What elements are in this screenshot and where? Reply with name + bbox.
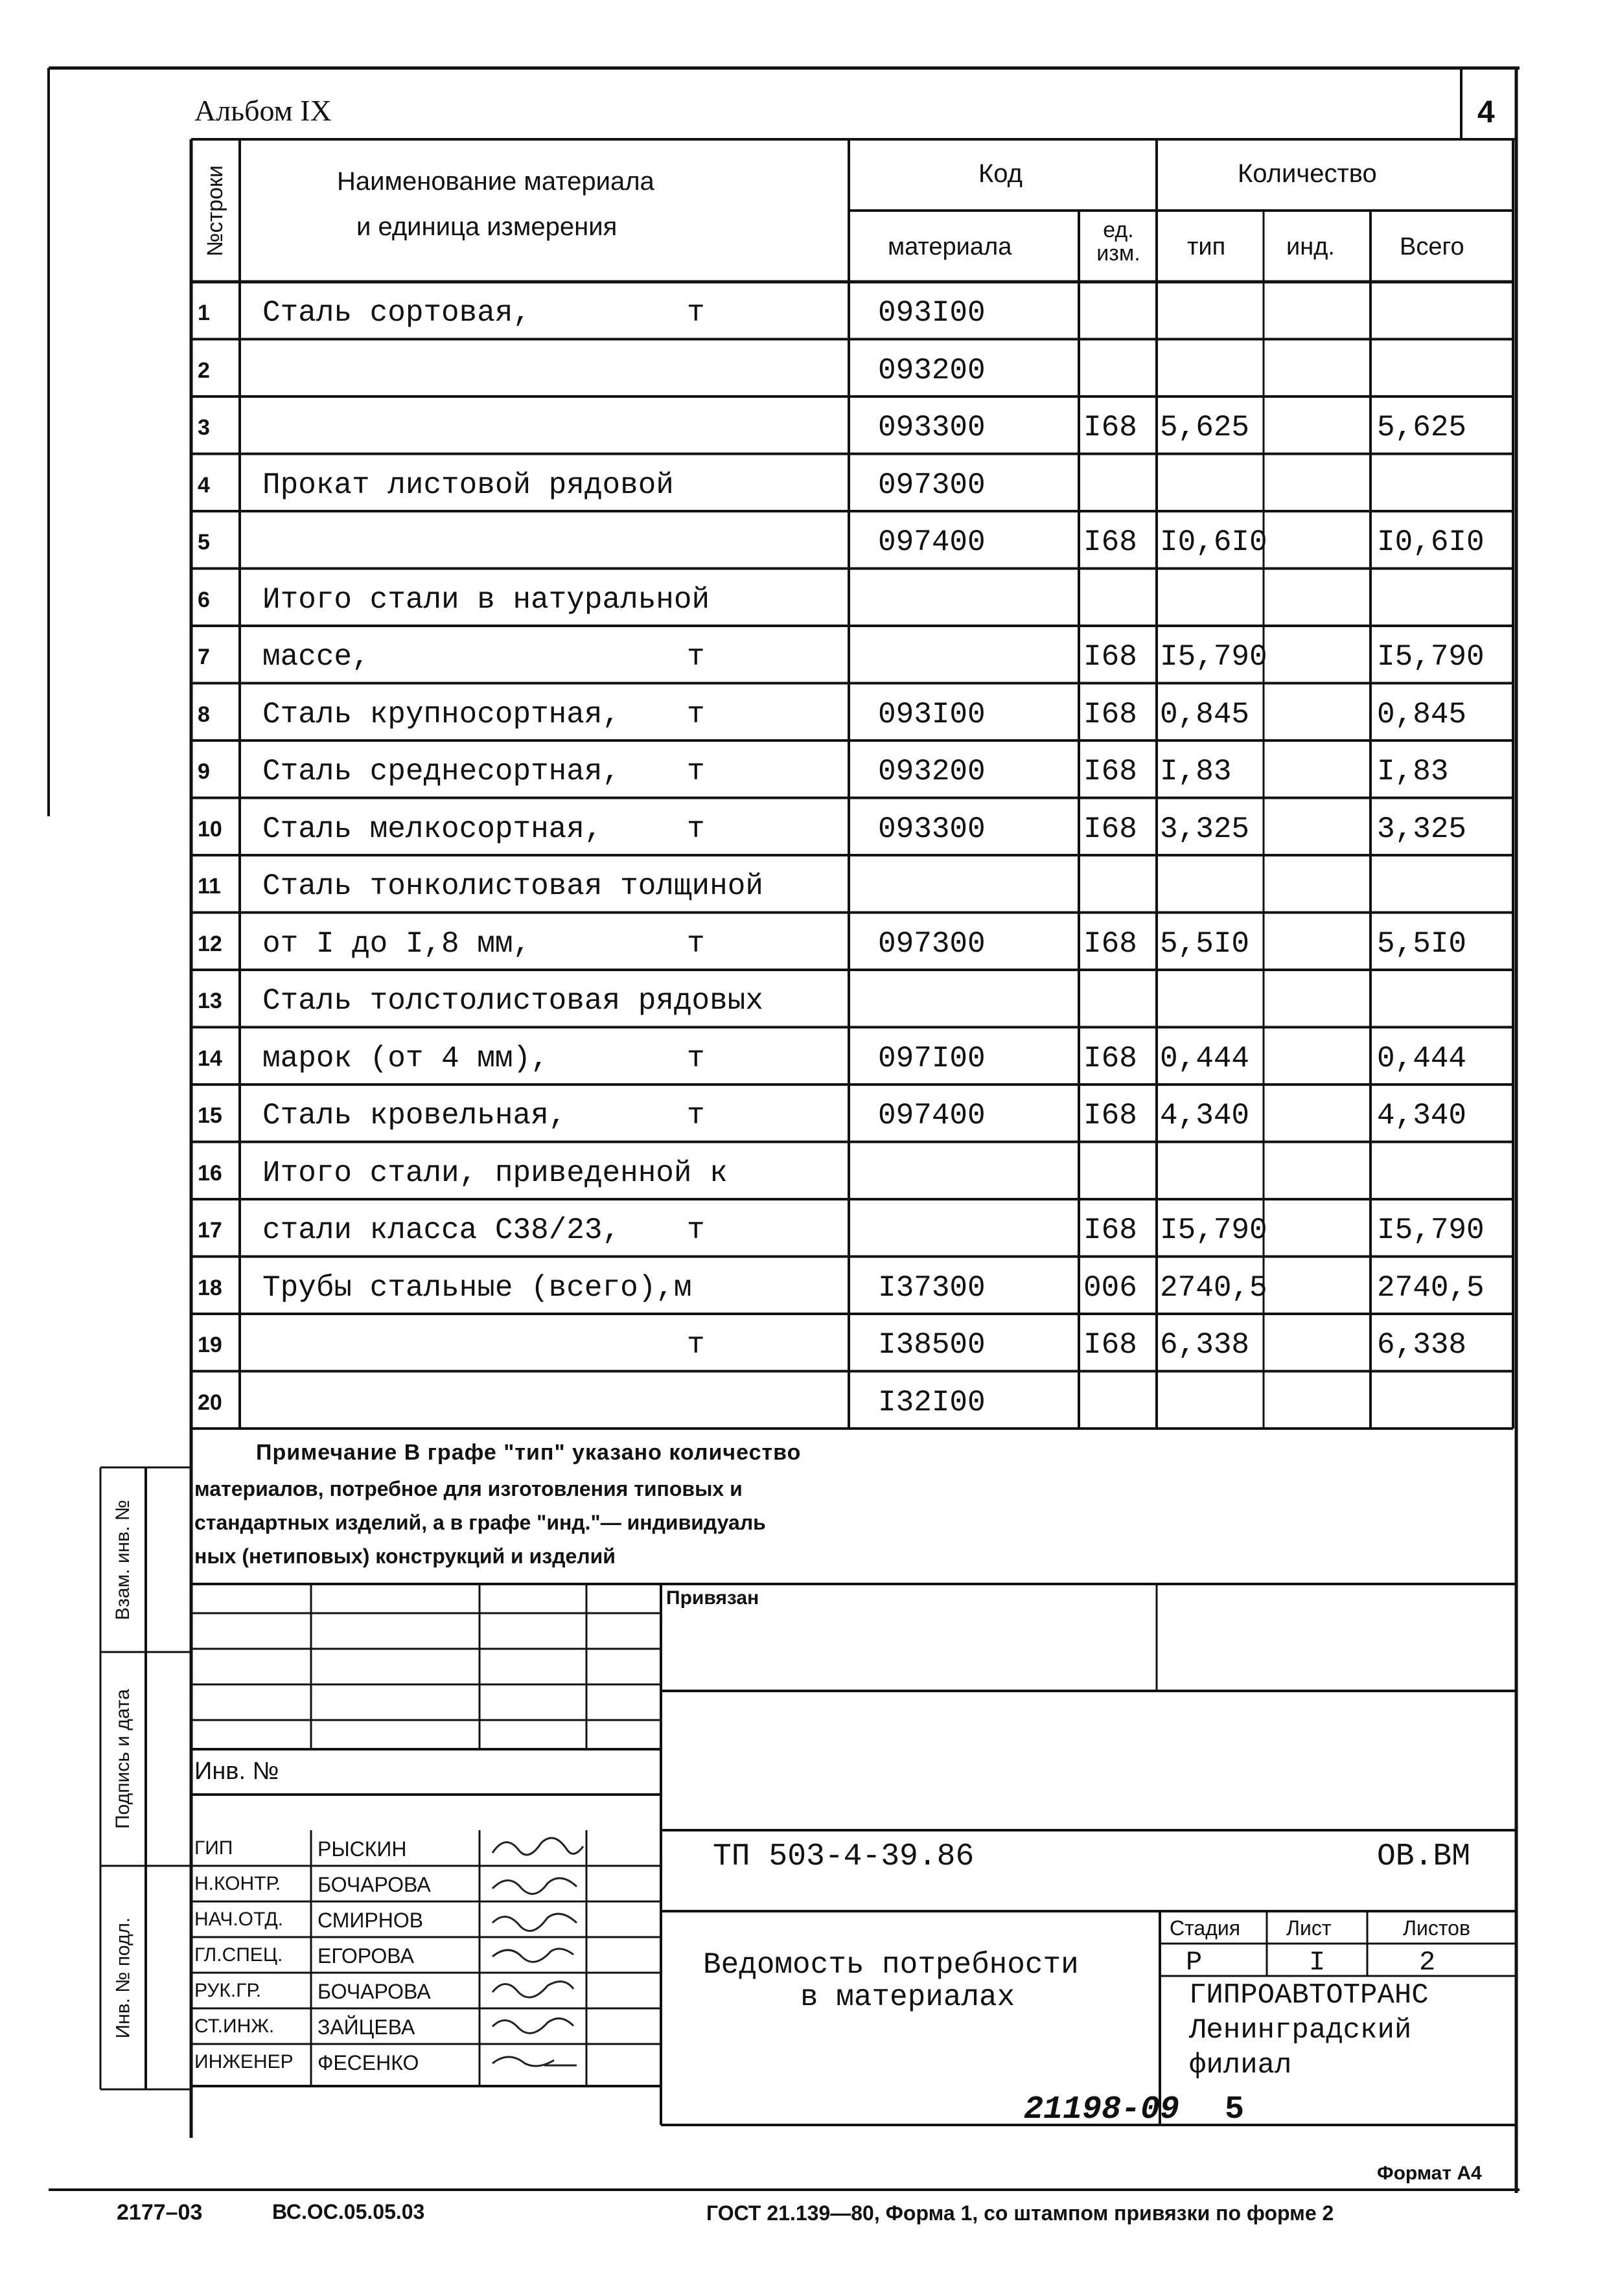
cell-uom: I68 [1083,812,1137,846]
stamp-person-role: ГЛ.СПЕЦ. [194,1944,283,1966]
cell-name: Сталь мелкосортная, [262,812,603,846]
cell-unit: т [687,755,705,789]
cell-unit: т [687,296,705,330]
cell-typ: I,83 [1160,755,1232,789]
cell-unit: т [687,812,705,846]
cell-n: 5 [198,530,210,555]
note-line-3: стандартных изделий, а в графе "инд."— индивидуаль [194,1511,766,1534]
cell-name: от I до I,8 мм, [262,926,531,961]
cell-n: 10 [198,816,222,842]
cell-uom: I68 [1083,1099,1137,1133]
cell-name: Прокат листовой рядовой [262,468,674,502]
cell-name: Итого стали, приведенной к [262,1156,728,1190]
cell-n: 12 [198,931,222,956]
margin-podpis: Подпись и дата [112,1689,133,1829]
cell-code: 093I00 [878,296,986,330]
stamp-title-line-2: в материалах [800,1980,1015,2014]
cell-total: 6,338 [1377,1328,1467,1362]
column-header-name: Наименование материала [337,167,654,196]
footer-format: Формат А4 [1377,2163,1482,2184]
margin-inv-podl: Инв. № подл. [112,1917,133,2038]
stamp-person-role: НАЧ.ОТД. [194,1909,283,1930]
stamp-doc-code: ТП 503-4-39.86 [713,1839,975,1874]
cell-typ: I5,790 [1160,1213,1267,1248]
cell-name: Сталь среднесортная, [262,755,621,789]
cell-n: 18 [198,1275,222,1300]
stamp-sheets-value: 2 [1419,1947,1436,1978]
cell-name: Сталь крупносортная, [262,697,621,731]
cell-n: 19 [198,1333,222,1358]
cell-code: I32I00 [878,1385,986,1419]
column-header-ind: инд. [1286,233,1335,260]
cell-code: 093200 [878,353,986,387]
margin-vzam: Взам. инв. № [112,1499,134,1620]
cell-code: 097400 [878,525,986,560]
stamp-inv-no: Инв. № [194,1758,279,1785]
cell-name: Сталь сортовая, [262,296,531,330]
cell-n: 8 [198,702,210,727]
cell-total: 5,5I0 [1377,926,1467,961]
stamp-person-name: СМИРНОВ [318,1909,424,1932]
cell-total: 0,444 [1377,1041,1467,1075]
note-line-2: материалов, потребное для изготовления типовых и [194,1477,743,1500]
cell-code: 093300 [878,812,986,846]
cell-n: 14 [198,1046,222,1071]
stamp-person-role: ИНЖЕНЕР [194,2051,294,2072]
stamp-person-name: ЕГОРОВА [318,1944,414,1968]
handwritten-page: 5 [1225,2091,1245,2128]
cell-code: 097I00 [878,1041,986,1075]
cell-total: I,83 [1377,755,1449,789]
cell-total: 0,845 [1377,697,1467,731]
cell-code: 097300 [878,468,986,502]
cell-n: 16 [198,1160,222,1186]
stamp-sheet-value: I [1309,1947,1326,1978]
column-header-name-unit: и единица измерения [356,212,618,241]
signatures [492,1838,583,2066]
stamp-person-name: БОЧАРОВА [318,1873,431,1896]
column-header-code-material: материала [888,233,1012,260]
cell-uom: I68 [1083,411,1137,445]
cell-name: Сталь тонколистовая толщиной [262,869,763,904]
note-line-1: Примечание В графе "тип" указано количество [256,1440,802,1465]
stamp-sheet-label: Лист [1286,1916,1332,1940]
cell-n: 20 [198,1390,222,1415]
cell-typ: 4,340 [1160,1099,1250,1133]
column-header-quantity: Количество [1238,159,1377,188]
stamp-org-line-3: филиал [1189,2049,1292,2082]
cell-name: Сталь кровельная, [262,1099,567,1133]
cell-n: 7 [198,645,210,670]
note-line-4: ных (нетиповых) конструкций и изделий [194,1544,616,1568]
cell-typ: 0,845 [1160,697,1250,731]
cell-total: 4,340 [1377,1099,1467,1133]
cell-n: 13 [198,989,222,1014]
footer-left-2: ВС.ОС.05.05.03 [272,2200,425,2223]
cell-uom: I68 [1083,1041,1137,1075]
stamp-privyazan: Привязан [666,1587,759,1609]
cell-code: 093I00 [878,697,986,731]
cell-uom: I68 [1083,1213,1137,1248]
cell-typ: I5,790 [1160,640,1267,674]
cell-unit: т [687,1213,705,1248]
cell-total: 2740,5 [1377,1270,1485,1305]
cell-n: 2 [198,358,210,383]
stamp-title-line-1: Ведомость потребности [703,1948,1079,1982]
stamp-stage-value: Р [1186,1947,1203,1978]
cell-total: I0,6I0 [1377,525,1485,560]
cell-code: 093300 [878,411,986,445]
cell-uom: I68 [1083,525,1137,560]
stamp-org-line-2: Ленинградский [1189,2014,1412,2047]
cell-n: 17 [198,1218,222,1243]
cell-unit: т [687,1099,705,1133]
cell-n: 4 [198,472,210,498]
stamp-person-role: РУК.ГР. [194,1980,262,2001]
stamp-person-name: БОЧАРОВА [318,1980,431,2003]
cell-code: 093200 [878,755,986,789]
cell-typ: 0,444 [1160,1041,1250,1075]
cell-code: 097400 [878,1099,986,1133]
stamp-stage-label: Стадия [1170,1916,1241,1940]
stamp-person-name: РЫСКИН [318,1837,407,1861]
cell-total: 5,625 [1377,411,1467,445]
cell-typ: 6,338 [1160,1328,1250,1362]
cell-typ: 2740,5 [1160,1270,1267,1305]
stamp-doc-mark: ОВ.ВМ [1377,1839,1471,1874]
cell-typ: I0,6I0 [1160,525,1267,560]
cell-uom: I68 [1083,755,1137,789]
footer-left-1: 2177–03 [117,2200,203,2225]
cell-name: Трубы стальные (всего),м [262,1270,692,1305]
cell-uom: I68 [1083,640,1137,674]
column-header-code-unit: ед. изм. [1096,218,1140,266]
cell-code: I37300 [878,1270,986,1305]
cell-unit: т [687,640,705,674]
cell-name: Итого стали в натуральной [262,582,710,617]
stamp-person-name: ФЕСЕНКО [318,2051,419,2074]
handwritten-number: 21198-09 [1024,2091,1180,2128]
stamp-org-line-1: ГИПРОАВТОТРАНС [1189,1979,1429,2012]
column-header-type: тип [1187,233,1226,260]
stamp-sheets-label: Листов [1403,1916,1470,1940]
cell-name: массе, [262,640,370,674]
cell-n: 9 [198,759,210,785]
cell-typ: 5,5I0 [1160,926,1250,961]
column-header-row-no: №строки [203,165,228,257]
cell-unit: т [687,1328,705,1362]
stamp-person-name: ЗАЙЦЕВА [318,2015,415,2039]
column-header-code: Код [978,159,1023,188]
column-header-total: Всего [1400,233,1464,260]
cell-uom: I68 [1083,697,1137,731]
cell-total: I5,790 [1377,640,1485,674]
cell-typ: 3,325 [1160,812,1250,846]
cell-name: марок (от 4 мм), [262,1041,549,1075]
cell-unit: т [687,926,705,961]
cell-unit: т [687,697,705,731]
cell-code: 097300 [878,926,986,961]
cell-name: стали класса С38/23, [262,1213,621,1248]
cell-n: 6 [198,587,210,612]
cell-n: 3 [198,415,210,441]
cell-typ: 5,625 [1160,411,1250,445]
stamp-person-role: Н.КОНТР. [194,1873,281,1894]
cell-uom: I68 [1083,926,1137,961]
cell-name: Сталь толстолистовая рядовых [262,984,763,1018]
page-number: 4 [1477,95,1495,130]
cell-uom: I68 [1083,1328,1137,1362]
cell-total: 3,325 [1377,812,1467,846]
album-title: Альбом IX [194,94,332,127]
cell-n: 15 [198,1103,222,1129]
cell-n: 1 [198,301,210,326]
cell-total: I5,790 [1377,1213,1485,1248]
stamp-person-role: СТ.ИНЖ. [194,2015,275,2037]
cell-code: I38500 [878,1328,986,1362]
cell-uom: 006 [1083,1270,1137,1305]
footer-gost: ГОСТ 21.139—80, Форма 1, со штампом привязки по форме 2 [706,2201,1334,2225]
cell-unit: т [687,1041,705,1075]
cell-n: 11 [198,874,221,899]
stamp-person-role: ГИП [194,1837,233,1859]
